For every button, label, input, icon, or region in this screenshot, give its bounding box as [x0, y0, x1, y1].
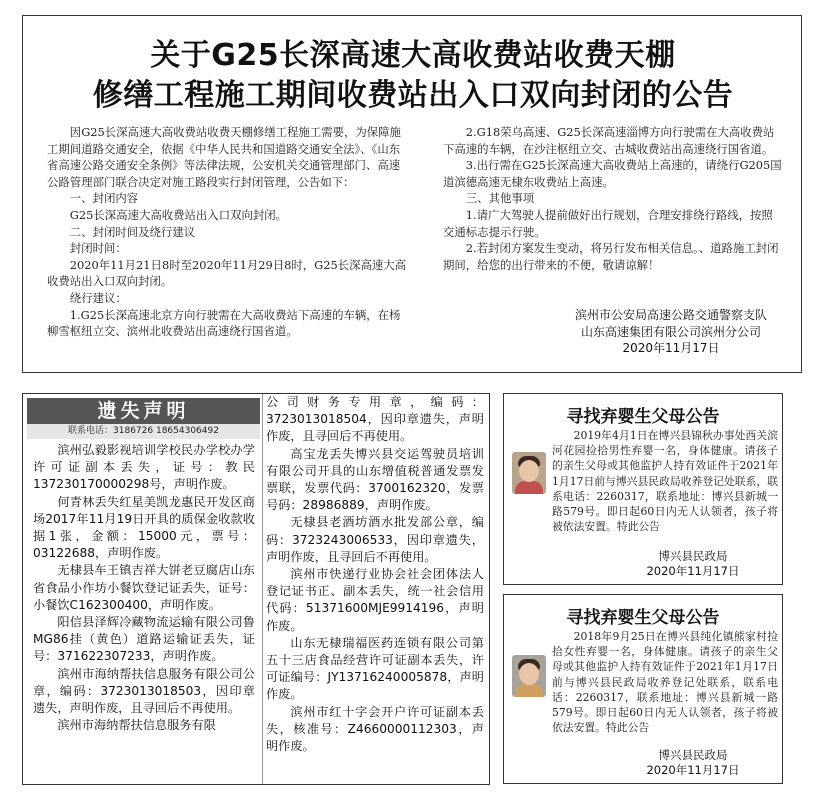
lost-notice-entry: 滨州市快递行业协会社会团体法人登记证书正、副本丢失，统一社会信用代码：51371600MJE9914196，声明作废。 [266, 567, 484, 633]
notice-paragraph: 2020年11月21日8时至2020年11月29日8时，G25长深高速大高收费站出入口双向封闭。 [47, 257, 407, 289]
notice-title-line-1: 关于G25长深高速大高收费站收费天棚 [150, 38, 676, 73]
notice-paragraph: 2.G18荣乌高速、G25长深高速淄博方向行驶需在大高收费站下高速的车辆，在沙注枢纽立交、古城收费站出高速绕行国省道。 [443, 125, 775, 156]
search-notice-signature [604, 549, 782, 579]
notice-signature [541, 307, 801, 357]
search-notice-title: 寻找弃婴生父母公告 [566, 407, 720, 427]
notice-paragraph: 1.请广大驾驶人提前做好出行规划，合理安排绕行路线，按照交通标志提示行驶。 [443, 207, 773, 239]
notice-paragraph: 封闭时间： [69, 241, 127, 256]
search-notice-body: 2019年4月1日在博兴县锦秋办事处西关滨河花园捡拾男性弃婴一名，身体健康。请孩子的亲生父母或其他监护人持有效证件于2021年1月17日前与博兴县民政局收养登记处联系，联系电话：2260317，联系地址：博兴县新城一路579号。即日起60日内无人认领者，孩子将被依法安置。特此公告 [552, 429, 778, 534]
notice-left-column [47, 124, 409, 340]
notice-right-column [443, 124, 783, 273]
lost-notice-entry: 高宝龙丢失博兴县交运驾驶员培训有限公司开具的山东增值税普通发票发票联，发票代码：3700162320，发票号码：28986889，声明作废。 [266, 446, 484, 513]
search-notice-body: 2018年9月25日在博兴县纯化镇熊家村捡拾女性弃婴一名，身体健康。请孩子的亲生父母或其他监护人持有效证件于2021年1月17日前与博兴县民政局收养登记处联系，联系电话：2260317，联系地址：博兴县新城一路579号。即日起60日内无人认领者，孩子将被依法安置。特此公告 [552, 630, 778, 735]
lost-notice-entry: 无棣县车王镇吉祥大饼老豆腐店山东省食品小作坊小餐饮登记证丢失，证号：小餐饮C162300400，声明作废。 [33, 563, 255, 612]
lost-notice-entry: 滨州市海纳帮扶信息服务有限 [57, 718, 216, 733]
signature-date: 2020年11月17日 [622, 341, 720, 355]
notice-section-heading: 二、封闭时间及绕行建议 [69, 224, 196, 239]
infant-photo [512, 655, 546, 697]
lost-notices-section [22, 393, 490, 785]
search-notice-org: 博兴县民政局 [658, 549, 728, 563]
notice-paragraph: 3.出行需在G25长深高速大高收费站上高速的，请绕行G205国道滨德高速无棣东收费站上高速。 [443, 158, 782, 189]
abandoned-infant-notice-2 [503, 594, 783, 784]
search-notice-date: 2020年11月17日 [646, 763, 740, 777]
notice-paragraph: 因G25长深高速大高收费站收费天棚修缮工程施工需要，为保障施工期间道路交通安全，依据《中华人民共和国道路交通安全法》、《山东省高速公路交通安全条例》等法律法规，公安机关交通管理部门、高速公路管理部门联合决定对施工路段实行封闭管理，公告如下： [47, 125, 401, 189]
lost-notice-entry: 公司财务专用章，编码：3723013018504，因印章遗失，声明作废，且寻回后不再使用。 [266, 395, 484, 444]
road-closure-notice [22, 15, 802, 373]
lost-notice-entry: 何青林丢失红星美凯龙惠民开发区商场2017年11月19日开具的质保金收款收据1张，金额：15000元，票号：03122688，声明作废。 [33, 494, 255, 561]
search-notice-date: 2020年11月17日 [646, 564, 740, 578]
notice-paragraph: 1.G25长深高速北京方向行驶需在大高收费站下高速的车辆，在杨柳雪枢纽立交、滨州北收费站出高速绕行国省道。 [47, 307, 401, 339]
lost-notice-entry: 滨州市红十字会开户许可证副本丢失，核准号：Z4660000112303，声明作废。 [266, 704, 484, 754]
search-notice-title: 寻找弃婴生父母公告 [566, 608, 720, 628]
lost-notices-header: 遗失声明 [27, 398, 260, 424]
notice-title-line-2: 修缮工程施工期间收费站出入口双向封闭的公告 [92, 78, 734, 113]
signature-police: 滨州市公安局高速公路交通警察支队 [574, 308, 767, 322]
lost-notice-entry: 山东无棣瑞福医药连锁有限公司第五十三店食品经营许可证副本丢失，许可证编号：JY13716240005878，声明作废。 [266, 635, 484, 702]
notice-section-heading: 三、其他事项 [465, 191, 535, 206]
abandoned-infant-notice-1 [503, 393, 783, 585]
lost-notice-entry: 滨州市海纳帮扶信息服务有限公司公章，编码：3723013018503，因印章遗失，声明作废，且寻回后不再使用。 [33, 666, 255, 716]
signature-company: 山东高速集团有限公司滨州分公司 [580, 324, 761, 339]
lost-notices-phone: 联系电话：3186726 18654306492 [27, 424, 260, 439]
search-notice-signature [604, 748, 782, 778]
notice-paragraph: 2.若封闭方案发生变动，将另行发布相关信息。、道路施工封闭期间，给您的出行带来的不便，敬请谅解！ [443, 241, 779, 272]
lost-notice-entry: 阳信县泽辉冷藏物流运输有限公司鲁MG86挂（黄色）道路运输证丢失，证号：371622307233，声明作废。 [33, 615, 255, 664]
notice-paragraph: 绕行建议： [69, 290, 127, 305]
lost-notices-left-column [33, 442, 255, 734]
notice-section-heading: 一、封闭内容 [69, 191, 139, 206]
lost-notices-right-column [266, 394, 484, 755]
lost-notice-entry: 无棣县老酒坊酒水批发部公章，编码：3723243006533，因印章遗失，声明作废，且寻回后不再使用。 [266, 515, 484, 564]
search-notice-org: 博兴县民政局 [658, 748, 728, 762]
lost-notice-entry: 滨州弘毅影视培训学校民办学校办学许可证副本丢失，证号：教民137230170000298号，声明作废。 [33, 443, 255, 492]
infant-photo [512, 452, 546, 494]
column-divider [262, 394, 263, 784]
notice-paragraph: G25长深高速大高收费站出入口双向封闭。 [69, 207, 288, 222]
